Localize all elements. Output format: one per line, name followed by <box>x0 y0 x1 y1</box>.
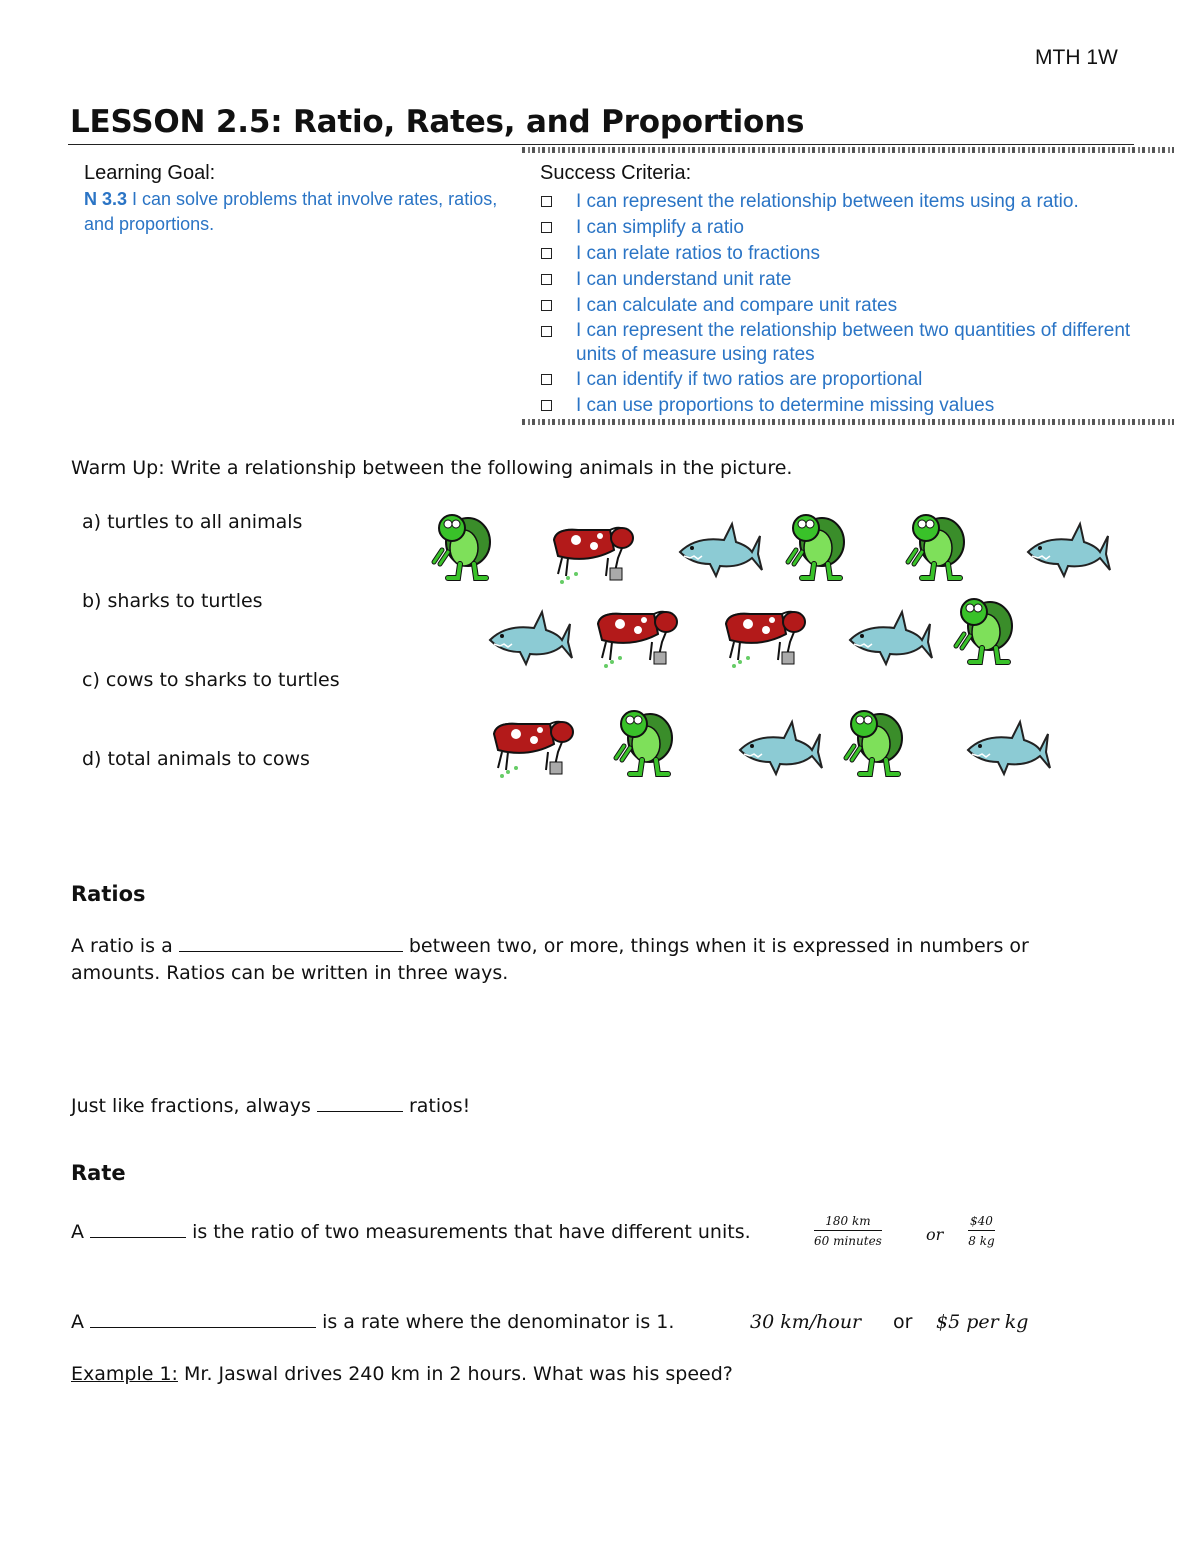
shark-icon <box>846 606 934 668</box>
blank-line <box>317 1110 403 1112</box>
shark-icon <box>1024 518 1112 580</box>
checkbox-icon <box>541 326 552 337</box>
ratio-definition: A ratio is a between two, or more, things when it is expressed in numbers or <box>71 935 1029 957</box>
learning-goal-text <box>84 187 524 237</box>
course-code: MTH 1W <box>1035 46 1118 69</box>
criteria-bottom-border <box>522 419 1174 425</box>
turtle-icon <box>784 512 854 584</box>
criteria-item: I can use proportions to determine missing values <box>540 393 1160 419</box>
ratios-heading: Ratios <box>71 882 146 906</box>
question-a: a) turtles to all animals <box>82 511 303 533</box>
unit-rate-example-2: $5 per kg <box>936 1311 1029 1333</box>
shark-icon <box>736 716 824 778</box>
blank-line <box>179 950 403 952</box>
checkbox-icon <box>541 222 552 233</box>
or-text: or <box>893 1311 913 1333</box>
success-criteria-heading: Success Criteria: <box>540 162 692 184</box>
ratio-definition-line2: amounts. Ratios can be written in three ways. <box>71 962 509 984</box>
lesson-title: LESSON 2.5: Ratio, Rates, and Proportions <box>70 104 805 140</box>
criteria-top-border <box>522 147 1174 153</box>
learning-goal-body: I can solve problems that involve rates, ratios, and proportions. <box>84 189 498 234</box>
blank-line <box>90 1326 316 1328</box>
or-text: or <box>926 1225 944 1244</box>
blank-line <box>90 1236 186 1238</box>
criteria-item: I can understand unit rate <box>540 267 1160 293</box>
criteria-item: I can relate ratios to fractions <box>540 241 1160 267</box>
shark-icon <box>964 716 1052 778</box>
criteria-item: I can represent the relationship between two quantities of different units of measure using rates <box>540 319 1160 367</box>
turtle-icon <box>430 512 500 584</box>
criteria-item: I can calculate and compare unit rates <box>540 293 1160 319</box>
turtle-icon <box>952 596 1022 668</box>
question-b: b) sharks to turtles <box>82 590 263 612</box>
criteria-item: I can simplify a ratio <box>540 215 1160 241</box>
turtle-icon <box>904 512 974 584</box>
checkbox-icon <box>541 274 552 285</box>
rate-example-fraction-1: $\frac{180 km}{\text{60 minutes}}$ <box>814 1214 882 1248</box>
cow-icon <box>548 518 640 584</box>
learning-goal-heading: Learning Goal: <box>84 162 216 184</box>
cow-icon <box>488 712 580 778</box>
turtle-icon <box>842 708 912 780</box>
warm-up-prompt: Warm Up: Write a relationship between the following animals in the picture. <box>71 457 793 479</box>
rate-example-fraction-2: $\frac{\$40}{8 kg}$ <box>968 1214 995 1248</box>
title-divider <box>68 144 1134 145</box>
rate-definition: A is the ratio of two measurements that have different units. <box>71 1221 751 1243</box>
learning-goal-code: N 3.3 <box>84 189 128 209</box>
unit-rate-example-1: 30 km/hour <box>750 1311 862 1333</box>
cow-icon <box>720 602 812 668</box>
shark-icon <box>486 606 574 668</box>
criteria-item: I can identify if two ratios are proportional <box>540 367 1160 393</box>
turtle-icon <box>612 708 682 780</box>
shark-icon <box>676 518 764 580</box>
checkbox-icon <box>541 374 552 385</box>
example-label: Example 1: <box>71 1363 178 1385</box>
cow-icon <box>592 602 684 668</box>
checkbox-icon <box>541 400 552 411</box>
checkbox-icon <box>541 196 552 207</box>
question-c: c) cows to sharks to turtles <box>82 669 340 691</box>
checkbox-icon <box>541 300 552 311</box>
question-d: d) total animals to cows <box>82 748 310 770</box>
rate-heading: Rate <box>71 1161 126 1185</box>
checkbox-icon <box>541 248 552 259</box>
fractions-note: Just like fractions, always ratios! <box>71 1095 471 1117</box>
criteria-item: I can represent the relationship between items using a ratio. <box>540 189 1160 215</box>
success-criteria-list <box>540 189 1160 419</box>
example-1: Example 1: Mr. Jaswal drives 240 km in 2 hours. What was his speed? <box>71 1363 733 1385</box>
unit-rate-definition: A is a rate where the denominator is 1. <box>71 1311 675 1333</box>
